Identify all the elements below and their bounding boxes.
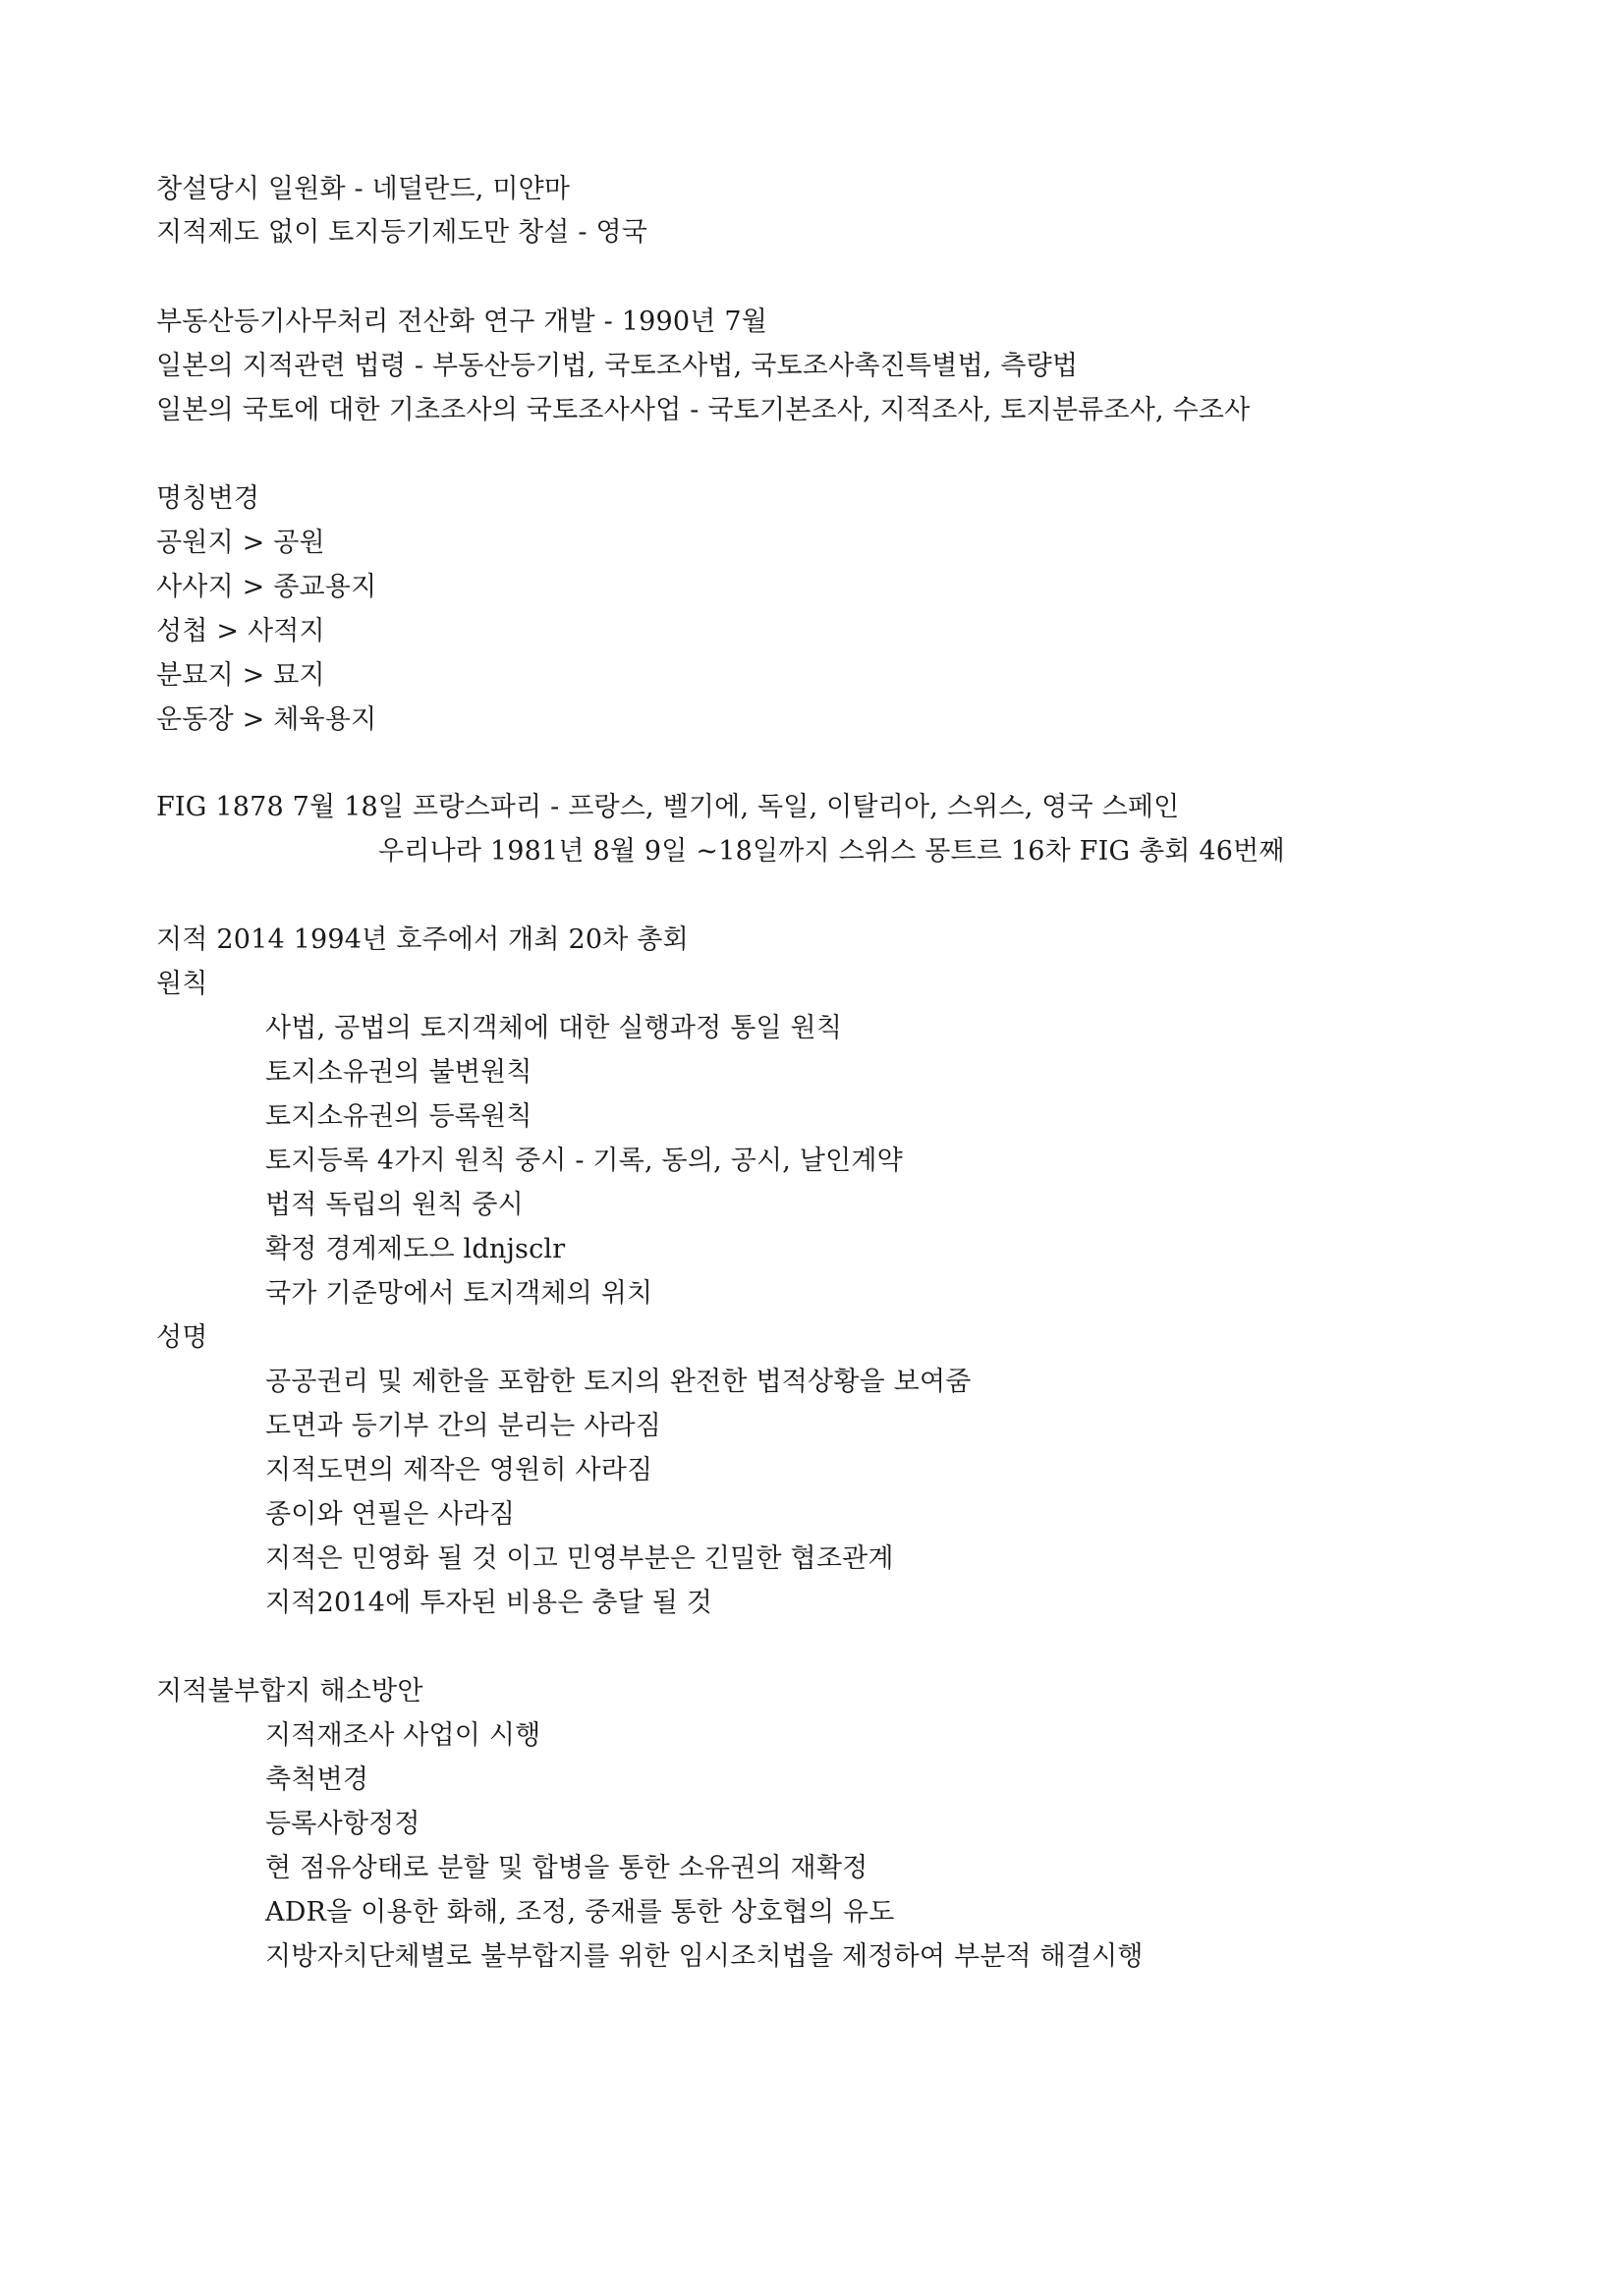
list-item: 토지소유권의 등록원칙	[265, 1101, 532, 1132]
list-item: 종이와 연필은 사라짐	[265, 1499, 516, 1530]
text-line: 운동장 > 체육용지	[156, 704, 377, 735]
list-item: 지적2014에 투자된 비용은 충달 될 것	[265, 1588, 713, 1618]
list-item: 지적은 민영화 될 것 이고 민영부분은 긴밀한 협조관계	[265, 1543, 894, 1574]
list-item: 현 점유상태로 분할 및 합병을 통한 소유권의 재확정	[265, 1853, 868, 1883]
list-item: 지적도면의 제작은 영원히 사라짐	[265, 1455, 653, 1485]
section-heading: 성명	[156, 1322, 208, 1353]
text-line: 사사지 > 종교용지	[156, 572, 377, 602]
section-heading: 지적불부합지 해소방안	[156, 1676, 423, 1707]
section-heading: 명칭변경	[156, 483, 260, 514]
text-line: 창설당시 일원화 - 네덜란드, 미얀마	[156, 174, 571, 204]
list-item: 지방자치단체별로 불부합지를 위한 임시조치법을 제정하여 부분적 해결시행	[265, 1941, 1144, 1972]
list-item: 확정 경계제도으 ldnjsclr	[265, 1234, 566, 1264]
list-item: 공공권리 및 제한을 포함한 토지의 완전한 법적상황을 보여줌	[265, 1367, 972, 1397]
list-item: 도면과 등기부 간의 분리는 사라짐	[265, 1411, 662, 1441]
list-item: 토지소유권의 불변원칙	[265, 1057, 532, 1088]
list-item: 축척변경	[265, 1764, 369, 1795]
list-item: 사법, 공법의 토지객체에 대한 실행과정 통일 원칙	[265, 1013, 843, 1043]
list-item: 지적재조사 사업이 시행	[265, 1720, 541, 1751]
text-line: 지적제도 없이 토지등기제도만 창설 - 영국	[156, 217, 648, 248]
text-line: 성첩 > 사적지	[156, 616, 325, 646]
list-item: 등록사항정정	[265, 1809, 420, 1839]
text-line: 분묘지 > 묘지	[156, 660, 325, 691]
text-line: FIG 1878 7월 18일 프랑스파리 - 프랑스, 벨기에, 독일, 이탈리아, 스위스, 영국 스페인	[156, 792, 1180, 822]
list-item: 법적 독립의 원칙 중시	[265, 1190, 524, 1220]
list-item: 국가 기준망에서 토지객체의 위치	[265, 1278, 653, 1309]
text-line: 우리나라 1981년 8월 9일 ~18일까지 스위스 몽트르 16차 FIG 총회 46번째	[378, 836, 1285, 867]
text-line: 공원지 > 공원	[156, 528, 325, 558]
text-line: 일본의 국토에 대한 기초조사의 국토조사사업 - 국토기본조사, 지적조사, 토지분류조사, 수조사	[156, 395, 1251, 425]
text-line: 부동산등기사무처리 전산화 연구 개발 - 1990년 7월	[156, 307, 767, 337]
text-line: 지적 2014 1994년 호주에서 개최 20차 총회	[156, 924, 689, 955]
list-item: 토지등록 4가지 원칙 중시 - 기록, 동의, 공시, 날인계약	[265, 1146, 903, 1176]
list-item: ADR을 이용한 화해, 조정, 중재를 통한 상호협의 유도	[265, 1897, 895, 1928]
section-heading: 원칙	[156, 969, 208, 999]
text-line: 일본의 지적관련 법령 - 부동산등기법, 국토조사법, 국토조사촉진특별법, 측량법	[156, 351, 1079, 381]
